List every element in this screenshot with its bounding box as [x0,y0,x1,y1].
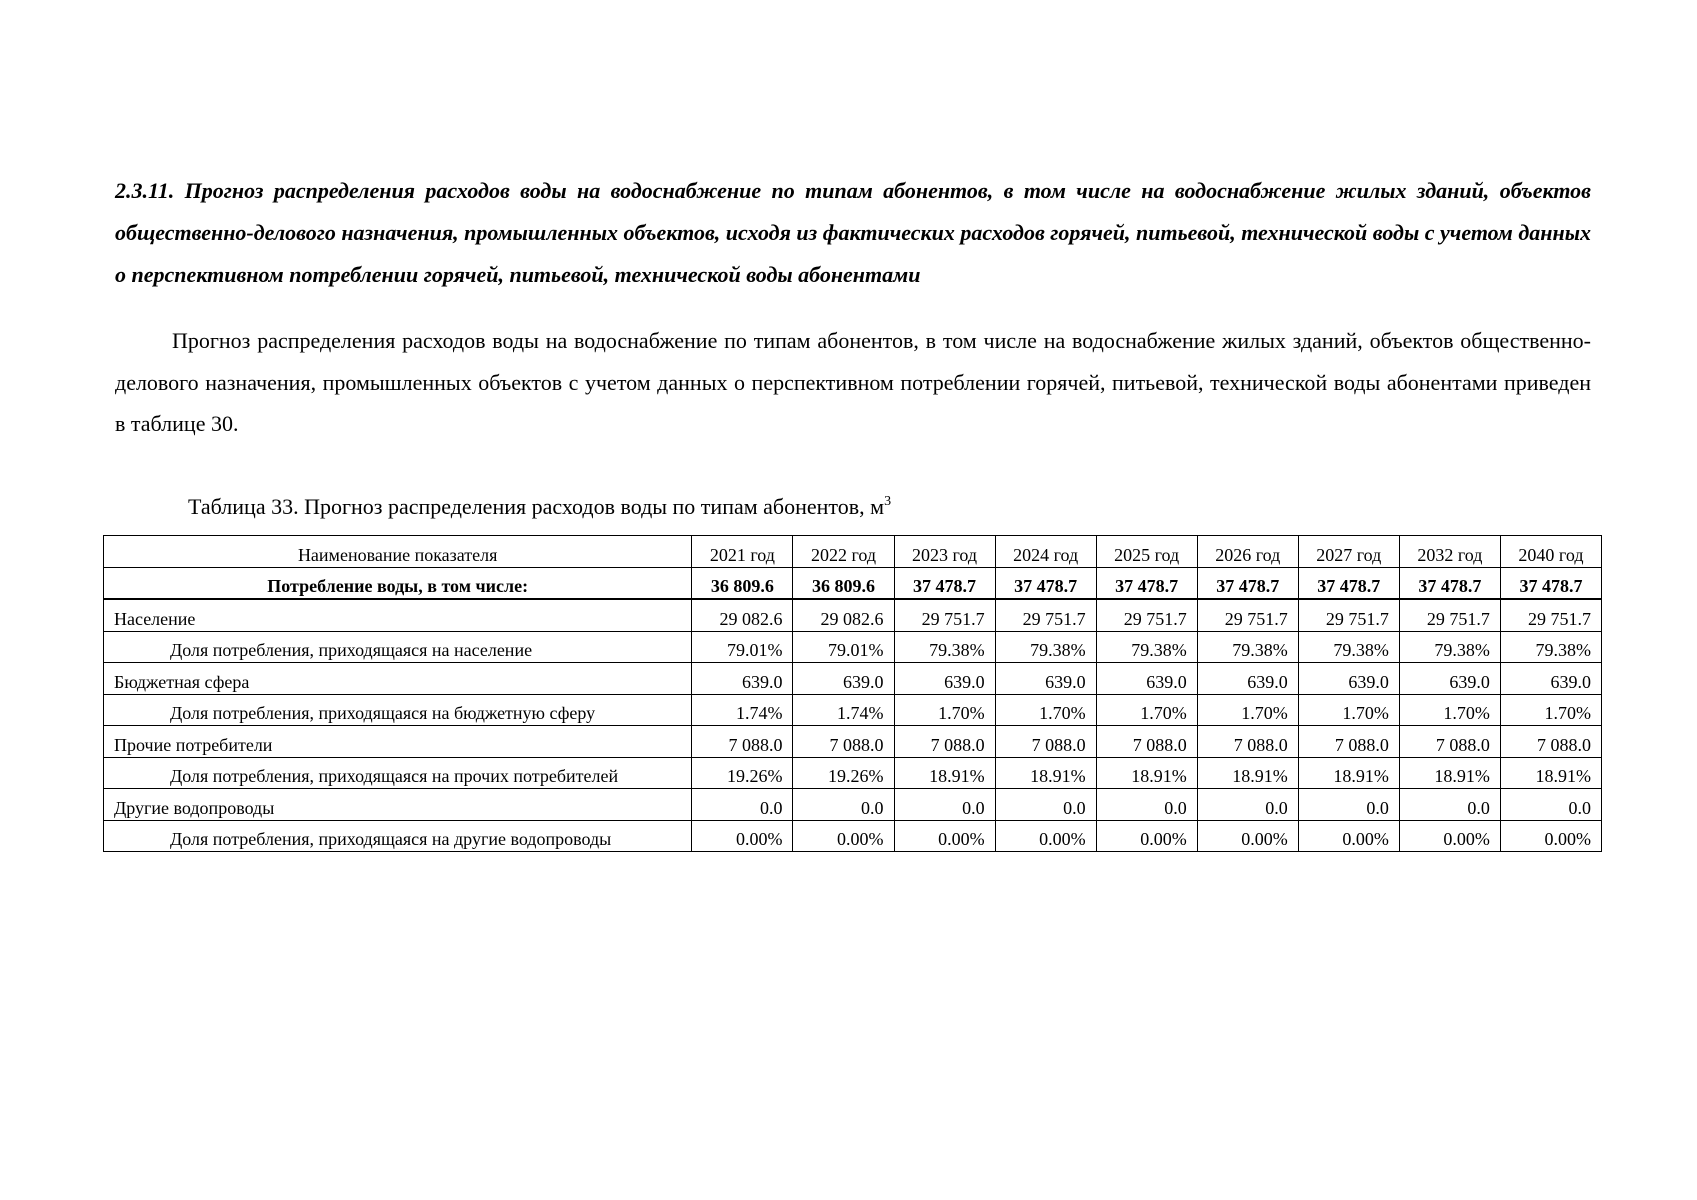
row-label: Прочие потребители [104,726,692,758]
row-value: 639.0 [1500,663,1601,695]
row-value: 639.0 [1096,663,1197,695]
row-value: 1.70% [995,694,1096,726]
header-year-2025: 2025 год [1096,536,1197,568]
section-heading: 2.3.11. Прогноз распределения расходов воды на водоснабжение по типам абонентов, в том числе на водоснабжение жилых зданий, объектов общественно-делового назначения, промышленных объектов, исходя из фактических расходов горячей, питьевой, технической воды с учетом данных о перспективном потреблении горячей, питьевой, технической воды абонентами [115,178,1591,287]
row-value: 0.00% [692,820,793,852]
row-value: 639.0 [894,663,995,695]
header-year-2027: 2027 год [1298,536,1399,568]
table-row [104,599,1602,631]
row-value: 0.0 [995,789,1096,821]
row-label: Население [104,599,692,631]
row-value: 7 088.0 [995,726,1096,758]
row-value: 0.0 [1096,789,1197,821]
row-value: 0.00% [793,820,894,852]
header-indicator: Наименование показателя [104,536,692,568]
row-value: 1.70% [894,694,995,726]
row-value: 7 088.0 [1399,726,1500,758]
row-value: 7 088.0 [1500,726,1601,758]
row-value: 29 751.7 [1197,599,1298,631]
row-value: 79.38% [1298,631,1399,663]
row-label: Доля потребления, приходящаяся на прочих потребителей [104,757,692,789]
row-value: 19.26% [793,757,894,789]
row-value: 18.91% [894,757,995,789]
row-value: 1.74% [692,694,793,726]
row-value: 37 478.7 [1096,567,1197,599]
water-distribution-table [103,535,1602,852]
row-value: 7 088.0 [894,726,995,758]
header-year-2040: 2040 год [1500,536,1601,568]
row-value: 36 809.6 [793,567,894,599]
table-row [104,757,1602,789]
row-value: 79.38% [1197,631,1298,663]
row-value: 0.00% [1096,820,1197,852]
row-label: Другие водопроводы [104,789,692,821]
row-value: 18.91% [1298,757,1399,789]
header-year-2021: 2021 год [692,536,793,568]
row-value: 0.0 [1197,789,1298,821]
row-value: 79.38% [1096,631,1197,663]
row-label: Доля потребления, приходящаяся на другие водопроводы [104,820,692,852]
row-value: 0.00% [1399,820,1500,852]
row-value: 7 088.0 [1197,726,1298,758]
header-year-2024: 2024 год [995,536,1096,568]
row-value: 18.91% [995,757,1096,789]
row-value: 639.0 [1197,663,1298,695]
row-value: 639.0 [692,663,793,695]
row-value: 18.91% [1197,757,1298,789]
row-value: 0.00% [1197,820,1298,852]
row-value: 0.00% [894,820,995,852]
row-label: Бюджетная сфера [104,663,692,695]
row-value: 1.70% [1096,694,1197,726]
table-caption-superscript: 3 [884,494,892,509]
row-value: 29 082.6 [692,599,793,631]
row-value: 79.38% [995,631,1096,663]
row-value: 1.70% [1197,694,1298,726]
row-value: 19.26% [692,757,793,789]
row-value: 29 751.7 [995,599,1096,631]
table-body [104,567,1602,852]
row-value: 37 478.7 [1298,567,1399,599]
row-value: 29 082.6 [793,599,894,631]
row-value: 639.0 [793,663,894,695]
header-year-2032: 2032 год [1399,536,1500,568]
row-value: 0.00% [995,820,1096,852]
row-value: 37 478.7 [1399,567,1500,599]
row-value: 0.0 [894,789,995,821]
table-row [104,820,1602,852]
row-value: 0.00% [1500,820,1601,852]
row-value: 18.91% [1500,757,1601,789]
table-row [104,726,1602,758]
table-row [104,694,1602,726]
header-year-2026: 2026 год [1197,536,1298,568]
row-value: 1.70% [1500,694,1601,726]
row-value: 0.0 [1298,789,1399,821]
row-value: 0.00% [1298,820,1399,852]
table-row [104,789,1602,821]
row-value: 1.70% [1298,694,1399,726]
row-value: 7 088.0 [793,726,894,758]
row-value: 639.0 [1298,663,1399,695]
row-value: 37 478.7 [1500,567,1601,599]
row-value: 79.38% [1399,631,1500,663]
row-value: 79.01% [793,631,894,663]
table-row [104,663,1602,695]
row-label: Доля потребления, приходящаяся на бюджетную сферу [104,694,692,726]
table-header-row [104,536,1602,568]
row-value: 1.74% [793,694,894,726]
table-row [104,631,1602,663]
row-value: 1.70% [1399,694,1500,726]
row-value: 29 751.7 [1298,599,1399,631]
row-value: 29 751.7 [1500,599,1601,631]
row-value: 37 478.7 [995,567,1096,599]
row-value: 18.91% [1399,757,1500,789]
row-value: 79.38% [1500,631,1601,663]
row-value: 37 478.7 [1197,567,1298,599]
row-value: 639.0 [1399,663,1500,695]
row-value: 36 809.6 [692,567,793,599]
row-value: 29 751.7 [1096,599,1197,631]
row-value: 37 478.7 [894,567,995,599]
body-paragraph: Прогноз распределения расходов воды на водоснабжение по типам абонентов, в том числе на водоснабжение жилых зданий, объектов общественно-делового назначения, промышленных объектов с учетом данных о перспективном потреблении горячей, питьевой, технической воды абонентами приведен в таблице 30. [115,328,1591,436]
row-value: 0.0 [692,789,793,821]
table-caption [188,492,891,522]
row-value: 29 751.7 [1399,599,1500,631]
header-year-2023: 2023 год [894,536,995,568]
table-caption-text: Таблица 33. Прогноз распределения расходов воды по типам абонентов, м [188,494,885,519]
row-value: 7 088.0 [692,726,793,758]
row-value: 79.38% [894,631,995,663]
row-value: 0.0 [793,789,894,821]
header-year-2022: 2022 год [793,536,894,568]
row-value: 79.01% [692,631,793,663]
table-total-row [104,567,1602,599]
row-label: Доля потребления, приходящаяся на население [104,631,692,663]
row-value: 0.0 [1399,789,1500,821]
row-value: 18.91% [1096,757,1197,789]
row-value: 29 751.7 [894,599,995,631]
row-value: 7 088.0 [1298,726,1399,758]
row-value: 0.0 [1500,789,1601,821]
row-value: 7 088.0 [1096,726,1197,758]
row-label: Потребление воды, в том числе: [104,567,692,599]
row-value: 639.0 [995,663,1096,695]
